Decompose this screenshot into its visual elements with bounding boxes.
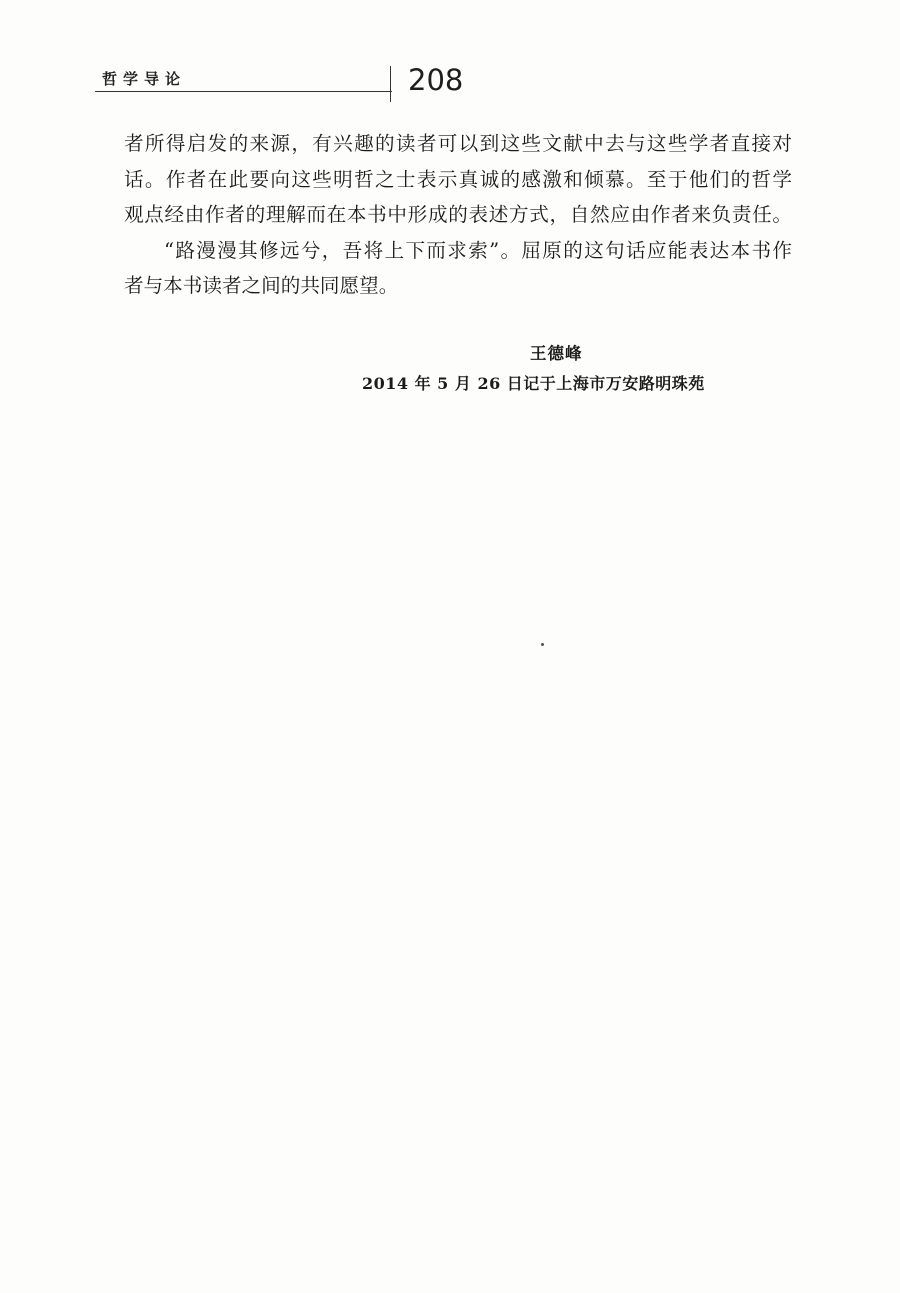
- text-line: “路漫漫其修远兮，吾将上下而求索”。屈原的这句话应能表达本书作: [164, 238, 792, 262]
- print-speck: [541, 643, 544, 646]
- text-line: 观点经由作者的理解而在本书中形成的表述方式，自然应由作者来负责任。: [124, 203, 792, 226]
- author-signature: 王德峰: [530, 344, 583, 363]
- date-and-place: 2014 年 5 月 26 日记于上海市万安路明珠苑: [362, 374, 705, 393]
- page-number: 208: [408, 63, 464, 97]
- body-text: [124, 126, 792, 304]
- text-line: 者所得启发的来源，有兴趣的读者可以到这些文献中去与这些学者直接对: [124, 132, 792, 155]
- text-line: 者与本书读者之间的共同愿望。: [124, 274, 399, 297]
- text-line: 话。作者在此要向这些明哲之士表示真诚的感激和倾慕。至于他们的哲学: [124, 167, 792, 191]
- running-head: 哲学导论: [102, 70, 187, 88]
- header-divider: [390, 66, 391, 102]
- header-rule: [95, 91, 392, 92]
